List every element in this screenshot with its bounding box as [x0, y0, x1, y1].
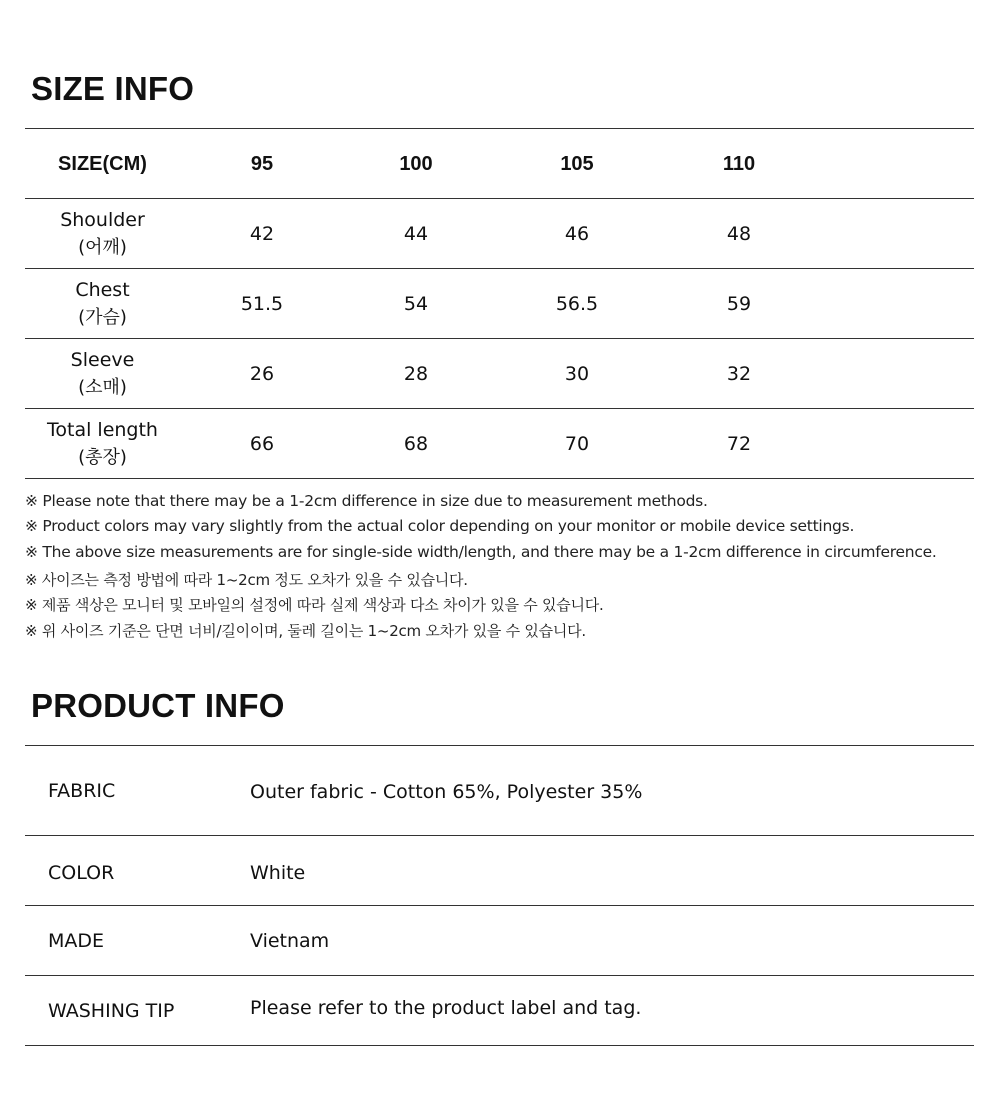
made-label: MADE [48, 930, 105, 952]
value-cell: 44 [403, 222, 429, 245]
note-line: ※ The above size measurements are for single-side width/length, and there may be a 1-2cm difference in circumference. [25, 542, 937, 561]
row-label-cell [25, 199, 180, 268]
value-cell: 42 [249, 222, 275, 245]
row-label-en: Total length [47, 418, 158, 441]
color-label: COLOR [48, 862, 115, 884]
table-row [25, 408, 974, 479]
value-cell: 59 [726, 292, 752, 315]
row-label-en: Chest [75, 278, 130, 301]
table-row [25, 835, 974, 905]
row-label-kr: (소매) [78, 376, 127, 398]
header-cell-105: 105 [560, 152, 594, 175]
value-cell: 68 [403, 432, 429, 455]
table-row [25, 268, 974, 338]
washing-tip-label: WASHING TIP [48, 1000, 175, 1022]
note-line: ※ 위 사이즈 기준은 단면 너비/길이이며, 둘레 길이는 1~2cm 오차가 있을 수 있습니다. [25, 621, 586, 640]
value-cell: 72 [726, 432, 752, 455]
value-cell: 32 [726, 362, 752, 385]
table-row [25, 198, 974, 268]
table-row [25, 905, 974, 975]
note-line: ※ Please note that there may be a 1-2cm difference in size due to measurement methods. [25, 492, 708, 510]
fabric-value: Outer fabric - Cotton 65%, Polyester 35% [250, 781, 643, 803]
value-cell: 66 [249, 432, 275, 455]
table-row [25, 338, 974, 408]
color-value: White [250, 862, 306, 884]
value-cell: 56.5 [555, 292, 599, 315]
header-cell-100: 100 [399, 152, 433, 175]
row-label-kr: (가슴) [78, 306, 127, 328]
value-cell: 28 [403, 362, 429, 385]
value-cell: 70 [564, 432, 590, 455]
size-table-header-row [25, 128, 974, 198]
note-line: ※ 사이즈는 측정 방법에 따라 1~2cm 정도 오차가 있을 수 있습니다. [25, 571, 468, 589]
product-info-table [25, 745, 974, 1046]
made-value: Vietnam [250, 930, 330, 952]
note-line: ※ 제품 색상은 모니터 및 모바일의 설정에 따라 실제 색상과 다소 차이가 있을 수 있습니다. [25, 596, 604, 615]
value-cell: 51.5 [240, 292, 284, 315]
row-label-cell [25, 269, 180, 338]
note-line: ※ Product colors may vary slightly from the actual color depending on your monitor or mobile device settings. [25, 517, 855, 536]
size-notes-kr [25, 568, 985, 644]
table-row [25, 745, 974, 835]
row-label-kr: (어깨) [78, 236, 127, 258]
value-cell: 46 [564, 222, 590, 245]
header-cell-110: 110 [722, 152, 756, 175]
size-info-heading: SIZE INFO [31, 70, 195, 107]
row-label-kr: (총장) [78, 446, 127, 468]
product-info-heading: PRODUCT INFO [31, 687, 285, 724]
row-label-en: Shoulder [60, 208, 145, 231]
fabric-label: FABRIC [48, 780, 116, 802]
value-cell: 30 [564, 362, 590, 385]
value-cell: 48 [726, 222, 752, 245]
header-cell-95: 95 [250, 152, 274, 175]
washing-tip-value: Please refer to the product label and tag. [250, 997, 642, 1019]
header-cell-size: SIZE(CM) [58, 152, 147, 175]
size-table [25, 128, 974, 479]
row-label-cell [25, 409, 180, 478]
size-notes-en [25, 489, 985, 565]
value-cell: 26 [249, 362, 275, 385]
value-cell: 54 [403, 292, 429, 315]
table-row [25, 975, 974, 1046]
row-label-en: Sleeve [70, 348, 135, 371]
row-label-cell [25, 339, 180, 408]
